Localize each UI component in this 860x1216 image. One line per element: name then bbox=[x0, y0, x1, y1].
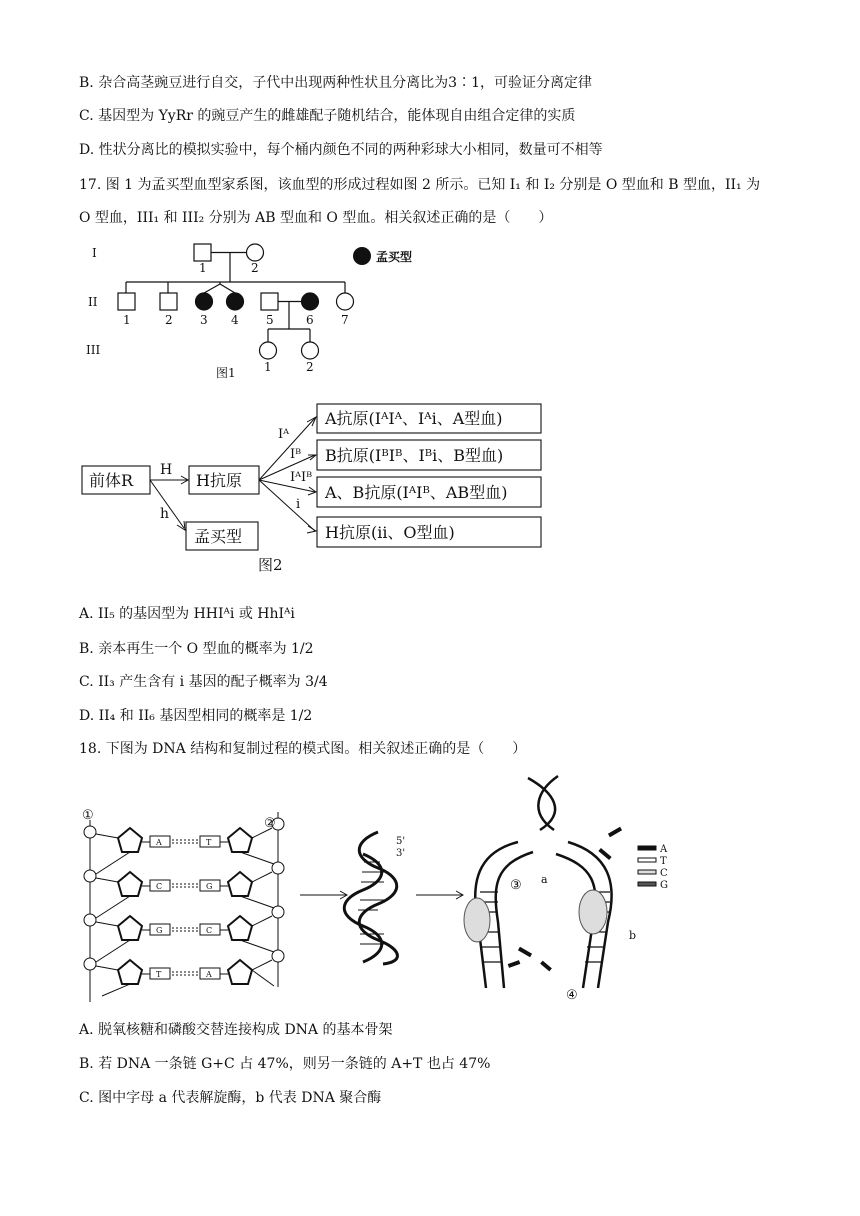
legend-G-icon bbox=[638, 882, 656, 886]
pedigree-num: 4 bbox=[231, 313, 239, 327]
box-b-antigen: B抗原(IᴮIᴮ、Iᴮi、B型血) bbox=[325, 446, 504, 465]
legend-T-label: T bbox=[660, 856, 667, 867]
pedigree-num: 7 bbox=[341, 313, 349, 327]
phosphate-left bbox=[84, 870, 96, 882]
h-antigen-label: H抗原 bbox=[196, 471, 242, 490]
pedigree-num: 2 bbox=[165, 313, 173, 327]
legend-C-label: C bbox=[660, 868, 668, 879]
base-letter-left: C bbox=[156, 882, 163, 891]
q17-stem-line1: 17. 图 1 为孟买型血型家系图，该血型的形成过程如图 2 所示。已知 I₁ 和 I₂ 分别是 O 型血和 B 型血，II₁ 为 bbox=[79, 177, 761, 193]
sugar-right bbox=[228, 828, 252, 852]
q16-option-b: B. 杂合高茎豌豆进行自交，子代中出现两种性状且分离比为3∶1，可验证分离定律 bbox=[79, 75, 593, 91]
pedigree-figure-1 bbox=[80, 236, 440, 386]
legend-label: 孟买型 bbox=[376, 250, 413, 264]
end-5prime: 5' bbox=[396, 836, 406, 847]
marker-1: ① bbox=[82, 808, 94, 823]
generation-label-III: III bbox=[86, 343, 101, 357]
q17-stem-line2: O 型血，III₁ 和 III₂ 分别为 AB 型血和 O 型血。相关叙述正确的是（ ） bbox=[79, 210, 553, 226]
pedigree-num: 2 bbox=[251, 261, 259, 275]
bombay-label: 孟买型 bbox=[194, 527, 243, 546]
sugar-right bbox=[228, 872, 252, 896]
sugar-left bbox=[118, 916, 142, 940]
q18-option-b: B. 若 DNA 一条链 G+C 占 47%，则另一条链的 A+T 也占 47% bbox=[79, 1056, 491, 1072]
phosphate-right bbox=[272, 906, 284, 918]
phosphate-right bbox=[272, 862, 284, 874]
legend-A-label: A bbox=[660, 844, 668, 855]
base-letter-left: T bbox=[156, 970, 162, 979]
phosphate-left bbox=[84, 914, 96, 926]
generation-label-I: I bbox=[92, 246, 97, 260]
legend-A-icon bbox=[638, 846, 656, 850]
pedigree-num: 2 bbox=[306, 360, 314, 374]
end-3prime: 3' bbox=[396, 848, 406, 859]
marker-2: ② bbox=[264, 816, 276, 831]
q17-option-d: D. II₄ 和 II₆ 基因型相同的概率是 1/2 bbox=[79, 708, 313, 724]
label-IB: Iᴮ bbox=[290, 447, 302, 462]
q16-option-c: C. 基因型为 YyRr 的豌豆产生的雌雄配子随机结合，能体现自由组合定律的实质 bbox=[79, 108, 576, 124]
sugar-left bbox=[118, 828, 142, 852]
phosphate-left bbox=[84, 826, 96, 838]
base-letter-right: A bbox=[206, 970, 212, 979]
pedigree-num: 5 bbox=[266, 313, 274, 327]
legend-filled-circle-icon bbox=[353, 247, 371, 265]
label-b: b bbox=[629, 929, 637, 942]
q17-option-b: B. 亲本再生一个 O 型血的概率为 1/2 bbox=[79, 641, 314, 657]
phosphate-right bbox=[272, 950, 284, 962]
base-letter-left: A bbox=[156, 838, 162, 847]
sugar-left bbox=[118, 872, 142, 896]
q17-option-a: A. II₅ 的基因型为 HHIᴬi 或 HhIᴬi bbox=[79, 606, 295, 622]
base-letter-right: G bbox=[206, 882, 213, 891]
pedigree-num: 1 bbox=[199, 261, 207, 275]
box-a-antigen: A抗原(IᴬIᴬ、Iᴬi、A型血) bbox=[325, 409, 503, 428]
figure-2-caption: 图2 bbox=[258, 556, 283, 574]
gene-h-label: h bbox=[160, 506, 170, 522]
base-letter-left: G bbox=[156, 926, 163, 935]
label-a: a bbox=[541, 873, 548, 886]
pedigree-num: 1 bbox=[123, 313, 131, 327]
phosphate-left bbox=[84, 958, 96, 970]
pedigree-num: 1 bbox=[264, 360, 272, 374]
q18-option-c: C. 图中字母 a 代表解旋酶，b 代表 DNA 聚合酶 bbox=[79, 1090, 382, 1106]
base-letter-right: C bbox=[206, 926, 213, 935]
figure-1-caption: 图1 bbox=[216, 366, 236, 380]
marker-3: ③ bbox=[510, 878, 522, 893]
sugar-right bbox=[228, 960, 252, 984]
box-ab-antigen: A、B抗原(IᴬIᴮ、AB型血) bbox=[325, 483, 508, 502]
antigen-pathway-figure-2 bbox=[80, 398, 550, 578]
polymerase-left-icon bbox=[464, 898, 490, 942]
box-h-antigen-o: H抗原(ii、O型血) bbox=[325, 523, 455, 542]
gene-H-label: H bbox=[160, 462, 173, 478]
label-IA: Iᴬ bbox=[278, 427, 290, 442]
base-letter-right: T bbox=[206, 838, 212, 847]
legend-T-icon bbox=[638, 858, 656, 862]
pedigree-num: 3 bbox=[200, 313, 208, 327]
q18-stem: 18. 下图为 DNA 结构和复制过程的模式图。相关叙述正确的是（ ） bbox=[79, 741, 527, 757]
sugar-right bbox=[228, 916, 252, 940]
marker-4: ④ bbox=[566, 988, 578, 1003]
label-i: i bbox=[296, 497, 301, 512]
polymerase-right-icon bbox=[579, 890, 607, 934]
generation-label-II: II bbox=[88, 295, 98, 309]
precursor-r-label: 前体R bbox=[89, 471, 134, 490]
legend-C-icon bbox=[638, 870, 656, 874]
q18-option-a: A. 脱氧核糖和磷酸交替连接构成 DNA 的基本骨架 bbox=[79, 1022, 393, 1038]
legend-G-label: G bbox=[660, 880, 668, 891]
label-IAIB: IᴬIᴮ bbox=[290, 470, 313, 485]
dna-replication-figure bbox=[78, 772, 678, 1004]
pedigree-num: 6 bbox=[306, 313, 314, 327]
sugar-left bbox=[118, 960, 142, 984]
q16-option-d: D. 性状分离比的模拟实验中，每个桶内颜色不同的两种彩球大小相同，数量可不相等 bbox=[79, 142, 603, 158]
q17-option-c: C. II₃ 产生含有 i 基因的配子概率为 3/4 bbox=[79, 674, 328, 690]
